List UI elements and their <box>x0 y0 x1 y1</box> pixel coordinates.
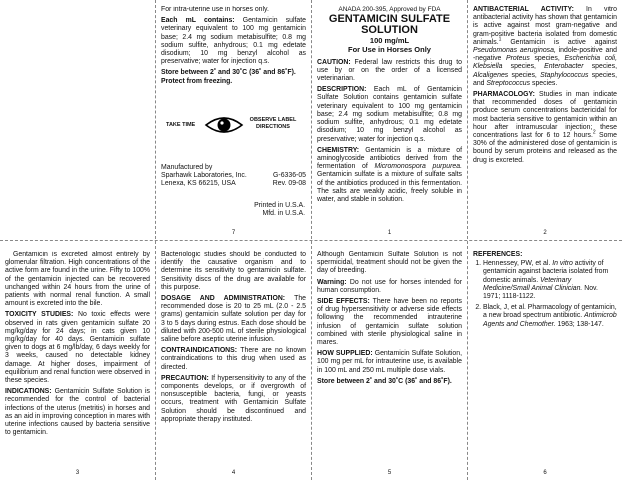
manufacturer-line-3-row <box>161 180 306 188</box>
reference-1 <box>483 260 617 301</box>
manufactured-in: Mfd. in U.S.A. <box>262 210 305 218</box>
page-number: 7 <box>231 229 236 236</box>
storage-statement: Store between 2˚ and 30˚C (36˚ and 86˚F). <box>317 377 452 385</box>
panel-7 <box>156 6 311 240</box>
manufacturer-line-2-row <box>161 172 306 180</box>
how-supplied-text: Gentamicin Sulfate Solution, 100 mg per mL for intrauterine use, is available in 100 mL and 250 mL multiple dose vials. <box>317 350 462 374</box>
panel-4 <box>156 251 311 480</box>
excretion-paragraph: Gentamicin is excreted almost entirely by glomerular filtration. High concentrations of the active form are found in the urine. Fifty to 100% of the gentamicin injected can be recovered unchanged within 24 hours from the urine of patients with normal renal function. A small amount is excreted into the bile. <box>5 251 150 308</box>
contraindications-label: CONTRAINDICATIONS: <box>161 347 238 355</box>
printed-block <box>254 202 305 218</box>
dosage-text: The recommended dose is 20 to 25 mL (2.0 - 2.5 grams) gentamicin sulfate solution per day for 3 to 5 days during estrus. Each dose should be diluted with 200-500 mL of sterile physiological saline before aseptic uterine infusion. <box>161 295 306 344</box>
panel-5 <box>312 251 467 480</box>
antibacterial-text-2: Gentamicin is active against <box>501 38 617 46</box>
pharmacology <box>473 91 617 165</box>
printed-in: Printed in U.S.A. <box>254 202 305 209</box>
revision: Rev. 09-08 <box>272 180 306 188</box>
chemistry <box>317 147 462 204</box>
pharmacology-text-1: Studies in man indicate that recommended doses of gentamicin produce serum concentrations bactericidal for most bacteria sensitive to gentamicin within an hour after intramuscular injection; these concentrations last for 6 to 12 hours. <box>473 91 617 140</box>
reference-1-text-3: Nov. 1971; 1118-1122. <box>483 284 598 301</box>
chemistry-label: CHEMISTRY: <box>317 146 360 154</box>
precaution-label: PRECAUTION: <box>161 374 209 382</box>
pharmacology-text-2: Some 30% of the administered dose of gentamicin is bound by serum proteins and released as the drug is excreted. <box>473 132 617 164</box>
storage-statement: Store between 2˚ and 30˚C (36˚ and 86˚F). Protect from freezing. <box>161 69 296 85</box>
page-number: 3 <box>75 469 80 476</box>
reference-2-journal: Antimicrob Agents and Chemother. <box>483 312 617 328</box>
composition-label: Each mL contains: <box>161 17 235 25</box>
page-number: 6 <box>543 469 547 476</box>
antibacterial-text-7: species, <box>508 71 541 79</box>
page-number: 2 <box>543 229 547 236</box>
chemistry-text-2: Gentamicin sulfate is a mixture of sulfate salts of the antibiotics produced in this fermentation. The salts are weakly acidic, freely soluble in water, and stable in solution. <box>317 171 462 203</box>
organism-name: Pseudomonas aeruginosa, <box>473 47 556 55</box>
breeding-note: Although Gentamicin Sulfate Solution is not spermicidal, treatment should not be given the day of breeding. <box>317 251 462 275</box>
reference-superscript: 2 <box>592 129 596 136</box>
references-heading: REFERENCES: <box>473 251 523 258</box>
reference-superscript: 1 <box>498 36 502 43</box>
how-supplied-label: HOW SUPPLIED: <box>317 350 373 358</box>
warning-text: Do not use for horses intended for human consumption. <box>317 278 462 294</box>
species-line: For Use in Horses Only <box>348 44 431 54</box>
composition <box>161 17 306 66</box>
page-number: 4 <box>231 469 236 476</box>
side-effects-label: SIDE EFFECTS: <box>317 298 370 306</box>
product-code: G-6336-05 <box>273 172 306 180</box>
contraindications-text: There are no known contraindications to this drug when used as directed. <box>161 347 306 371</box>
antibacterial-text-6: species, <box>583 63 617 71</box>
page-number: 5 <box>387 469 392 476</box>
reference-1-text-2: activity of gentamicin against bacteria isolated from domestic animals. <box>483 260 609 284</box>
description <box>317 86 462 143</box>
antibacterial-text-9: species. <box>530 79 558 87</box>
caution-label: CAUTION: <box>317 58 351 66</box>
antibacterial-text-3: indole-positive and -negative <box>473 47 617 63</box>
intended-use: For intra-uterine use in horses only. <box>161 6 269 13</box>
antibacterial-text-4: species, <box>529 55 565 63</box>
precaution <box>161 375 306 424</box>
eye-icon <box>204 110 244 140</box>
reference-1-italic-1: In vitro <box>552 260 573 268</box>
pharmacology-label: PHARMACOLOGY: <box>473 91 535 99</box>
manufacturer-line-1: Manufactured by <box>161 164 213 171</box>
antibacterial-activity <box>473 6 617 88</box>
panel-2 <box>468 6 622 240</box>
references-list <box>473 260 617 329</box>
reference-2-text-1: Black, J, et al. Pharmacology of gentamicin, a new broad spectrum antibiotic. <box>483 304 617 320</box>
observe-text: OBSERVE LABEL DIRECTIONS <box>249 117 297 130</box>
reference-1-text-1: Hennessey, PW, et al. <box>483 260 553 268</box>
dosage-label: DOSAGE AND ADMINISTRATION: <box>161 295 286 303</box>
take-time-text: TAKE TIME <box>166 122 196 128</box>
manufacturer-name: Sparhawk Laboratories, Inc. <box>161 172 247 180</box>
warning-label: Warning: <box>317 278 347 286</box>
panel-6 <box>468 251 622 480</box>
side-effects-text: There have been no reports of drug hypersensitivity or adverse side effects following the recommended intrauterine infusion of gentamicin sulfate solution combined with sterile physiological saline in mares. <box>317 298 462 347</box>
organism-name: Enterobacter <box>544 63 584 71</box>
indications-label: INDICATIONS: <box>5 388 52 396</box>
how-supplied <box>317 350 462 375</box>
organism-name: Streptococcus <box>486 79 531 87</box>
composition-text: Gentamicin sulfate veterinary equivalent to 100 mg gentamicin base; 2.4 mg sodium metabisulfite; 0.8 mg sodium sulfite, anhydrous; 0.1 mg edetate disodium; 10 mg benzyl alcohol as preservative; water for injection q.s. <box>161 17 306 66</box>
antibacterial-text-1: In vitro antibacterial activity has shown that gentamicin is active against most gram-negative and gram-positive bacteria isolated from domestic animals. <box>473 6 618 46</box>
product-title-2: SOLUTION <box>361 24 418 37</box>
contraindications <box>161 347 306 372</box>
organism-name: Alcaligenes <box>473 71 509 79</box>
manufacturer-address: Lenexa, KS 66215, USA <box>161 180 236 188</box>
manufacturer-block <box>161 164 306 189</box>
toxicity-text: No toxic effects were observed in rats given gentamicin sulfate 20 mg/kg/day for 24 days; in cats given 10 mg/kg/day for 40 days. Gentamicin sulfate given to dogs at 6 mg/lb/day, 6 days weekly for 3 weeks, caused no detectable kidney damage. At higher doses, impairment of equilibrium and renal function were observed in these species. <box>5 311 150 385</box>
organism-name: Escherichia coli, Klebsiella <box>473 55 617 71</box>
chemistry-organism: Micromonospora purpurea. <box>374 163 462 171</box>
chemistry-text-1: Gentamicin is a mixture of aminoglycoside antibiotics derived from the fermentation of <box>317 146 462 171</box>
caution <box>317 59 462 84</box>
organism-name: Proteus <box>506 55 530 63</box>
reference-1-journal: Veterinary Medicine/Small Animal Clinician. <box>483 276 583 292</box>
dosage-administration <box>161 295 306 344</box>
panel-3 <box>0 251 155 480</box>
organism-name: Staphylococcus <box>540 71 589 79</box>
toxicity-studies <box>5 311 150 385</box>
bacteriologic-paragraph: Bacteriologic studies should be conducted to identify the causative organism and to determine its sensitivity to gentamicin sulfate. Sensitivity discs of the drug are available for this purpose. <box>161 251 306 291</box>
side-effects <box>317 298 462 347</box>
description-text: Each mL of Gentamicin Sulfate Solution contains gentamicin sulfate veterinary equivalent to 100 mg gentamicin base; 2.4 mg sodium metabisulfite; 0.8 mg sodium sulfite, anhydrous; 0.1 mg edetate disodium; 10 mg benzyl alcohol as preservative; water for injection q.s. <box>317 86 462 143</box>
reference-2 <box>483 304 617 329</box>
panel-1 <box>312 6 467 240</box>
indications-text: Gentamicin Sulfate Solution is recommended for the control of bacterial infections of the uterus (metritis) in horses and as an aid in improving conception in mares with uterine infections caused by bacteria sensitive to gentamicin. <box>5 388 150 437</box>
antibacterial-text-8: species, and <box>473 71 617 87</box>
strength: 100 mg/mL <box>369 35 410 45</box>
product-title-1: GENTAMICIN SULFATE <box>328 12 451 25</box>
warning <box>317 279 462 295</box>
approval-line: ANADA 200-395, Approved by FDA <box>338 6 441 13</box>
take-time-logo <box>166 110 301 140</box>
page-number: 1 <box>387 229 392 236</box>
antibacterial-label: ANTIBACTERIAL ACTIVITY: <box>473 6 574 13</box>
toxicity-label: TOXICITY STUDIES: <box>5 311 74 319</box>
reference-2-text-2: 1963; 138-147. <box>555 320 604 328</box>
precaution-text: If hypersensitivity to any of the components develops, or if overgrowth of nonsusceptible bacteria, fungi, or yeasts occurs, treatment with Gentamicin Sulfate Solution should be discontinued and appropriate therapy instituted. <box>161 374 306 423</box>
antibacterial-text-5: species, <box>502 63 545 71</box>
indications <box>5 388 150 437</box>
description-label: DESCRIPTION: <box>317 86 367 94</box>
caution-text: Federal law restricts this drug to use by or on the order of a licensed veterinarian. <box>317 58 462 83</box>
